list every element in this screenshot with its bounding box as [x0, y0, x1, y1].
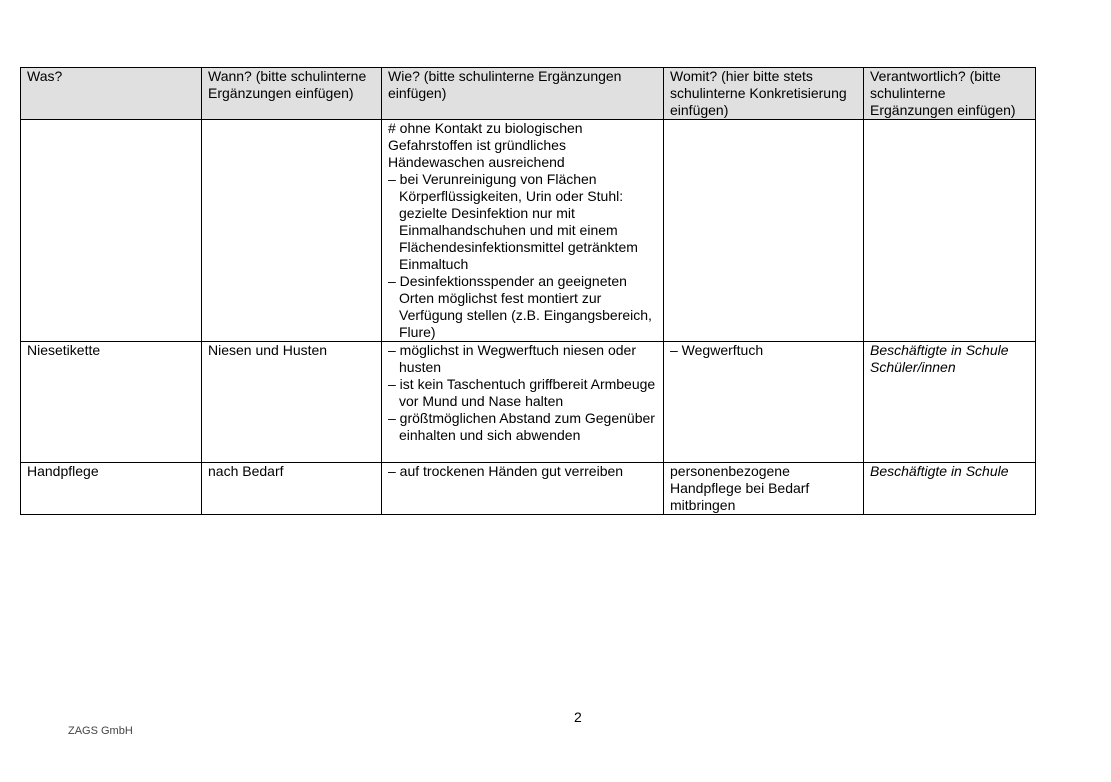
cell-wann: Niesen und Husten	[202, 342, 382, 463]
wie-intro-text: # ohne Kontakt zu biologischen Gefahrstoffen ist gründliches Händewaschen ausreichend	[388, 120, 583, 170]
list-item: – ist kein Taschentuch griffbereit Armbeuge vor Mund und Nase halten	[388, 376, 656, 409]
cell-womit	[664, 120, 864, 342]
responsible-entry: Beschäftigte in Schule	[870, 463, 1009, 479]
cell-wann: nach Bedarf	[202, 463, 382, 515]
cell-verantwortlich	[864, 120, 1036, 342]
header-womit: Womit? (hier bitte stets schulinterne Konkretisierung einfügen)	[664, 68, 864, 120]
cell-was: Handpflege	[21, 463, 202, 515]
cell-womit: personenbezogene Handpflege bei Bedarf mitbringen	[664, 463, 864, 515]
header-wie: Wie? (bitte schulinterne Ergänzungen einfügen)	[382, 68, 664, 120]
cell-verantwortlich	[864, 342, 1036, 463]
page-number: 2	[574, 709, 582, 725]
header-verantwortlich: Verantwortlich? (bitte schulinterne Ergänzungen einfügen)	[864, 68, 1036, 120]
header-wann: Wann? (bitte schulinterne Ergänzungen einfügen)	[202, 68, 382, 120]
header-was: Was?	[21, 68, 202, 120]
cell-wann	[202, 120, 382, 342]
list-item: – auf trockenen Händen gut verreiben	[388, 463, 624, 479]
table-header-row	[21, 68, 1036, 120]
footer-company-name: ZAGS GmbH	[68, 725, 133, 737]
cell-wie	[382, 463, 664, 515]
list-item: – bei Verunreinigung von Flächen Körperflüssigkeiten, Urin oder Stuhl: gezielte Desinfektion nur mit Einmalhandschuhen und mit einem Flächendesinfektionsmittel getränktem Einmaltuch	[388, 171, 638, 272]
list-item: – möglichst in Wegwerftuch niesen oder husten	[388, 342, 636, 375]
measures-table	[20, 67, 1036, 515]
responsible-entry: Beschäftigte in Schule	[870, 342, 1009, 358]
cell-womit: – Wegwerftuch	[664, 342, 864, 463]
table-row	[21, 463, 1036, 515]
cell-was: Niesetikette	[21, 342, 202, 463]
cell-wie	[382, 342, 664, 463]
list-item: – Desinfektionsspender an geeigneten Orten möglichst fest montiert zur Verfügung stellen (z.B. Eingangsbereich, Flure)	[388, 273, 652, 340]
table-row	[21, 120, 1036, 342]
table-row	[21, 342, 1036, 463]
responsible-entry: Schüler/innen	[870, 359, 956, 375]
cell-wie	[382, 120, 664, 342]
list-item: – größtmöglichen Abstand zum Gegenüber einhalten und sich abwenden	[388, 410, 655, 443]
cell-was	[21, 120, 202, 342]
cell-verantwortlich	[864, 463, 1036, 515]
